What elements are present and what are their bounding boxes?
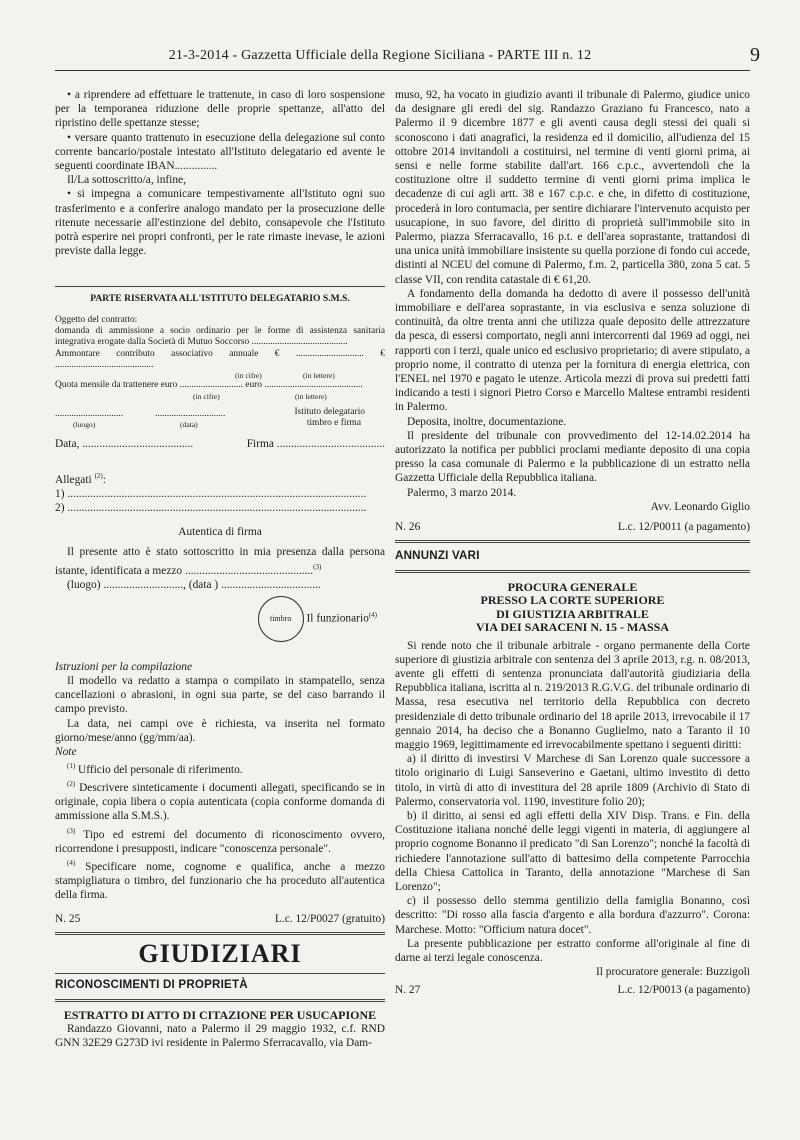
procura-paragraph: La presente pubblicazione per estratto conforme all'originale al fine di darne ai terzi legale conoscenza.	[395, 937, 750, 964]
cifre-caption: (in cifre)	[193, 391, 220, 401]
form-heading: PARTE RISERVATA ALL'ISTITUTO DELEGATARIO S.M.S.	[90, 293, 350, 305]
note-item: $^{(4)}$ Specificare nome, cognome e qualifica, anche a mezzo stampigliatura o timbro, del funzionario che ha proceduto all'autentica della firma.	[55, 858, 385, 901]
note-title: Note	[55, 745, 77, 758]
quota-field: Quota mensile da trattenere euro ........................... euro ..........................................	[55, 380, 363, 391]
right-column	[395, 88, 750, 998]
lettere-caption: (in lettere)	[295, 391, 327, 401]
delegatario-form: PARTE RISERVATA ALL'ISTITUTO DELEGATARIO S.M.S. Oggetto del contratto: domanda di ammissione a socio ordinario per le forme di assistenza sanitaria integrativa erogate dalla Società di Mutuo Soccorso ......................................... Ammontare contributo associativo annuale € ............................. € .......................................... (in cifre) (in lettere) Quota mensile da trattenere euro ........................... euro .......................................... (in cifre) (in lettere) ............................. .............................. Istituto delegatario (luogo) (data) timbro e firma	[55, 293, 385, 429]
procura-title-line: VIA DEI SARACENI N. 15 - MASSA	[475, 620, 670, 634]
giudiziari-heading: GIUDIZIARI	[138, 939, 302, 969]
procura-paragraph: b) il diritto, ai sensi ed agli effetti della XIV Disp. Trans. e Fin. della Costituzione italiana nonché delle leggi vigenti in materia, di aggiungere al proprio cognome Bonanno il predicato "di San Lorenzo"; nonché la facoltà di richiedere l'annotazione sull'atto di battesimo della competente Parrocchia della Chiesa Cattolica in Taranto, della annotazione "Marchese di San Lorenzo";	[395, 809, 750, 893]
header-rule	[55, 70, 750, 71]
estratto-title: ESTRATTO DI ATTO DI CITAZIONE PER USUCAPIONE	[63, 1007, 377, 1022]
timbro-stamp: timbro	[258, 596, 304, 642]
istruzioni-paragraph: La data, nei campi ove è richiesta, va inserita nel formato giorno/mese/anno (gg/mm/aa).	[55, 717, 385, 744]
intro-paragraph: • versare quanto trattenuto in esecuzione della delegazione sul conto corrente bancario/postale intestato all'Istituto delegatario ed avente le seguenti coordinate IBAN...............	[55, 131, 385, 173]
allegati-label: Allegati $^{(2)}$:	[55, 471, 106, 486]
insertion-code: L.c. 12/P0013 (a pagamento)	[617, 984, 750, 997]
luogo-data-line: (luogo) ............................, (data ) ...................................	[67, 578, 321, 591]
allegato-item: 2) .........................................................................................................	[55, 501, 367, 514]
istruzioni-title: Istruzioni per la compilazione	[55, 660, 192, 673]
page-header	[40, 44, 760, 72]
procuratore-signature: Il procuratore generale: Buzzigoli	[595, 966, 750, 979]
riconoscimenti-heading: RICONOSCIMENTI DI PROPRIETÀ	[55, 978, 248, 992]
intro-paragraph: Il/La sottoscritto/a, infine,	[67, 174, 186, 187]
note-item: $^{(3)}$ Tipo ed estremi del documento di riconoscimento ovvero, ricorrendone i presupposti, indicare "conoscenza personale".	[55, 826, 385, 855]
procura-paragraph: Si rende noto che il tribunale arbitrale - organo permanente della Corte superiore di giustizia arbitrale con sentenza del 3 aprile 2013, r.g. n. 08/2013, avente gli effetti di sentenza pronunciata dall'autorità giudiziaria della Repubblica italiana, iscritta al n. 219/2013 R.G.V.G. del tribunale ordinario di Massa, resa esecutiva nel territorio della Repubblica con decreto presidenziale di detto tribunale ordinario del 18 aprile 2013, irrevocabile il 17 gennaio 2014, ha deciso che a Bonanno Guglielmo, nato a Taranto il 10 maggio 1969, legittimamente ed irrevocabilmente spettano i seguenti diritti:	[395, 639, 750, 751]
lettere-caption: (in lettere)	[303, 371, 335, 381]
procura-title-line: PRESSO LA CORTE SUPERIORE	[480, 593, 665, 607]
citazione-signature: Avv. Leonardo Giglio	[650, 500, 750, 513]
istruzioni-paragraph: Il modello va redatto a stampa o compilato in stampatello, senza cancellazioni o abrasioni, in ogni sua parte, se del caso barrando il campo previsto.	[55, 674, 385, 716]
intro-paragraph: • si impegna a comunicare tempestivamente all'Istituto ogni suo trasferimento e a conferire analogo mandato per la prosecuzione delle ritenute necessarie all'estinzione del debito, consapevole che l'Istituto potrà esperire nei propri confronti, per le rate rimaste inevase, le azioni previste dalla legge.	[55, 188, 385, 258]
allegato-item: 1) .........................................................................................................	[55, 487, 367, 500]
procura-paragraph: a) il diritto di investirsi V Marchese di San Lorenzo quale successore a titolo originario di Luigi Sanseverino e Gaetani, ultimo investito di detto titolo, in virtù di atto di investitura del 28 aprile 1809 (Archivio di Stato di Palermo, conservatoria vol. 1190, investiture folio 20);	[395, 753, 750, 808]
footer-line	[395, 520, 750, 534]
procura-title-line: PROCURA GENERALE	[507, 579, 638, 594]
insertion-number: N. 25	[55, 913, 81, 926]
funzionario-label: Il funzionario	[306, 612, 369, 625]
note-item: $^{(2)}$ Descrivere sinteticamente i documenti allegati, specificando se in originale, copia libera o copia autenticata (copia conforme domanda di ammissione alla S.M.S.).	[55, 780, 385, 823]
funzionario-block: timbro Il funzionario$^{(4)}$	[55, 596, 385, 642]
left-column	[55, 88, 385, 1050]
insertion-number: N. 26	[395, 521, 421, 534]
annunzi-heading: ANNUNZI VARI	[395, 549, 480, 563]
note-item: $^{(1)}$ Ufficio del personale di riferimento.	[67, 762, 243, 776]
citazione-paragraph: Deposita, inoltre, documentazione.	[407, 415, 567, 428]
footer-line	[55, 912, 385, 926]
autentica-heading: Autentica di firma	[178, 526, 262, 539]
data-caption: (data)	[180, 419, 198, 429]
luogo-caption: (luogo)	[73, 419, 96, 429]
data-field: Data, .......................................	[55, 437, 194, 450]
footer-line	[395, 983, 750, 997]
istituto-label: Istituto delegatario	[294, 406, 365, 417]
sottoscritto-paragraph: Il presente atto è stato sottoscritto in mia presenza dalla persona istante, identificata a mezzo .............................................$^{(3)}$	[55, 546, 385, 577]
page-number: 9	[750, 44, 760, 66]
cifre-caption: (in cifre)	[235, 371, 262, 381]
insertion-code: L.c. 12/P0027 (gratuito)	[274, 913, 385, 926]
citazione-date: Palermo, 3 marzo 2014.	[407, 486, 517, 499]
insertion-number: N. 27	[395, 984, 421, 997]
procura-title	[395, 581, 750, 635]
citazione-paragraph: Il presidente del tribunale con provvedimento del 12-14.02.2014 ha autorizzato la notifica per pubblici proclami mediante deposito di una copia presso la casa comunale di Palermo e la pubblicazione di un estratto nella Gazzetta Ufficiale della Repubblica italiana.	[395, 429, 750, 485]
insertion-code: L.c. 12/P0011 (a pagamento)	[617, 521, 750, 534]
procura-title-line: DI GIUSTIZIA ARBITRALE	[496, 606, 649, 621]
citazione-paragraph: muso, 92, ha vocato in giudizio avanti il tribunale di Palermo, giudice unico da designare gli eredi del sig. Randazzo Graziano fu Francesco, nato a Palermo il 9 dicembre 1877 e gli aventi causa degli stessi dei quali si sconoscono i dati anagrafici, la residenza ed il domicilio, all'udienza del 15 ottobre 2014 invitandoli a costituirsi, nel termine di venti giorni prima, ai sensi e nelle forme stabilite dall'art. 166 c.p.c., avvertendoli che la costituzione oltre il suddetto termine di venti giorni prima implica le decadenze di cui agli artt. 38 e 167 c.p.c. e che, in difetto di costituzione, procederà in loro contumacia, per sentire dichiarare l'intervenuto acquisto per usucapione, in suo favore, del diritto di proprietà sull'immobile sito in Palermo, piazza Sferracavallo, 16 p.t. e dell'area soprastante, trattandosi di una unica unità immobiliare insistente su quella porzione di fondo cui accede, distinti al NCEU del comune di Palermo, f.m. 2, particella 380, zona 5 cat. 5 classe VII, con rendita catastale di € 61,20.	[395, 89, 750, 286]
data-firma-row	[55, 437, 385, 451]
firma-field: Firma ......................................	[246, 437, 385, 450]
estratto-paragraph: Randazzo Giovanni, nato a Palermo il 29 maggio 1932, c.f. RND GNN 32E29 G273D ivi residente in Palermo Sferracavallo, via Dam-	[55, 1022, 385, 1049]
citazione-paragraph: A fondamento della domanda ha dedotto di avere il possesso dell'unità immobiliare e dell'area soprastante, in via esclusiva e senza soluzione di continuità, da oltre trenta anni che utilizza quale deposito delle attrezzature da pesca, di essersi comportato, negli anni intercorrenti dal 1969 ad oggi, nei rapporti con i terzi, quale unico ed esclusivo proprietario; di avere stipulato, a proprio nome, il contratto di utenza per la fornitura di energia elettrica, con l'ENEL nel 1970 e pagato le utenze. Articola mezzi di prova sui predetti fatti indicando a testi i signori Pietro Corso e Marcello Maltese entrambi residenti in Palermo.	[395, 287, 750, 414]
oggetto-text: domanda di ammissione a socio ordinario per le forme di assistenza sanitaria integrativa erogate dalla Società di Mutuo Soccorso .........................................	[55, 326, 385, 348]
header-title: 21-3-2014 - Gazzetta Ufficiale della Regione Siciliana - PARTE III n. 12	[168, 48, 592, 63]
timbro-firma-label: timbro e firma	[306, 417, 361, 428]
intro-paragraph: • a riprendere ad effettuare le trattenute, in caso di loro sospensione per la temporanea riduzione delle proprie spettanze, all'atto del ripristino delle spettanze stesse;	[55, 89, 385, 130]
procura-paragraph: c) il possesso dello stemma gentilizio della famiglia Bonanno, così descritto: "Di rosso alla fascia d'argento e alla bordura d'azzurro". Corona: Marchese. Motto: "Officium natura docet".	[395, 895, 750, 936]
ammontare-field: Ammontare contributo associativo annuale € ............................. € ..........................................	[55, 348, 385, 370]
oggetto-label: Oggetto del contratto:	[55, 314, 138, 325]
